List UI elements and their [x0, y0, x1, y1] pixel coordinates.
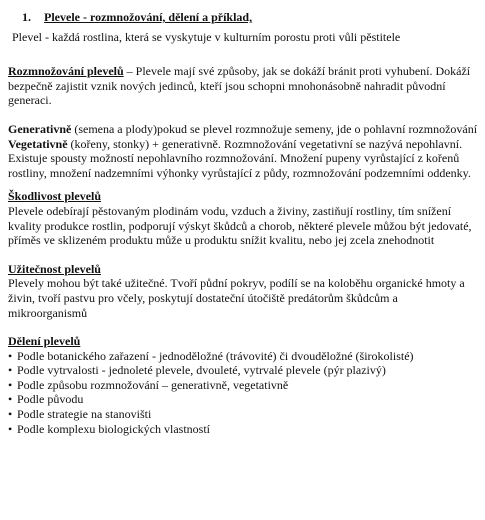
document-page: [0, 10, 485, 520]
list-item: • Podle původu: [8, 392, 84, 407]
bullet-icon: •: [8, 348, 13, 363]
generative-paragraph: [8, 122, 479, 137]
bullet-icon: •: [8, 392, 13, 407]
reproduction-paragraph: [8, 64, 479, 108]
harm-label: Škodlivost plevelů: [8, 189, 102, 204]
vegetative-paragraph: [8, 137, 479, 181]
list-item: • Podle vytrvalosti - jednoleté plevele, dvouleté, vytrvalé plevele (pýr plazivý): [8, 363, 386, 378]
weed-definition: Plevel - každá rostlina, která se vyskytuje v kulturním porostu proti vůli pěstitele: [12, 29, 401, 44]
list-item: • Podle způsobu rozmnožování – generativně, vegetativně: [8, 377, 289, 392]
usefulness-label: Užitečnost plevelů: [8, 261, 101, 276]
bullet-icon: •: [8, 407, 13, 422]
harm-text: Plevele odebírají pěstovaným plodinám vodu, vzduch a živiny, zastiňují rostliny, tím snížení kvality produkce rostlin, podporují výskyt škůdců a chorob, některé plevele můžou být jedovaté, příměs ve sklizeném produktu může u produktu snížit kvalitu, nebo jej zcela znehodnotit: [8, 203, 472, 248]
generative-text: (semena a plody)pokud se plevel rozmnožuje semeny, jde o pohlavní rozmnožování: [74, 121, 478, 136]
vegetative-label: Vegetativně: [8, 136, 68, 151]
list-item: • Podle botanického zařazení - jednoděložné (trávovité) či dvouděložné (širokolisté): [8, 348, 414, 363]
harm-heading: [8, 189, 479, 204]
list-item: • Podle strategie na stanovišti: [8, 407, 152, 422]
bullet-icon: •: [8, 421, 13, 436]
heading-number: 1.: [22, 10, 31, 24]
generative-label: Generativně: [8, 121, 72, 136]
vegetative-text: (kořeny, stonky) + generativně. Rozmnožování vegetativní se nazývá nepohlavní. Existuje spousty možností nepohlavního rozmnožování. Množení pupeny vyrůstající z kořenů rostliny, množení nadzemními výhonky vyrůstající z půdy, rozmnožování podzemními oddenky.: [8, 136, 471, 180]
usefulness-text: Plevely mohou být také užitečné. Tvoří půdní pokryv, podílí se na koloběhu organické hmoty a živin, tvoří pastvu pro včely, poskytují dostateční útočiště predátorům škůdcům a mikroorganismů: [8, 276, 465, 320]
reproduction-label: Rozmnožování plevelů: [8, 64, 124, 79]
list-item: • Podle komplexu biologických vlastností: [8, 421, 210, 436]
usefulness-heading: [8, 262, 479, 277]
heading-text: Plevele - rozmnožování, dělení a příklad,: [44, 10, 253, 24]
reproduction-text: – Plevele mají své způsoby, jak se dokáží bránit proti vyhubení. Dokáží bezpečně zajistit vznik nových jedinců, kteří jsou schopni mnohonásobně nahradit původní generaci.: [8, 64, 471, 108]
section-heading: [22, 10, 479, 25]
bullet-icon: •: [8, 363, 13, 378]
division-heading: [8, 334, 479, 349]
bullet-icon: •: [8, 377, 13, 392]
division-label: Dělení plevelů: [8, 334, 81, 349]
division-list: [8, 349, 479, 437]
